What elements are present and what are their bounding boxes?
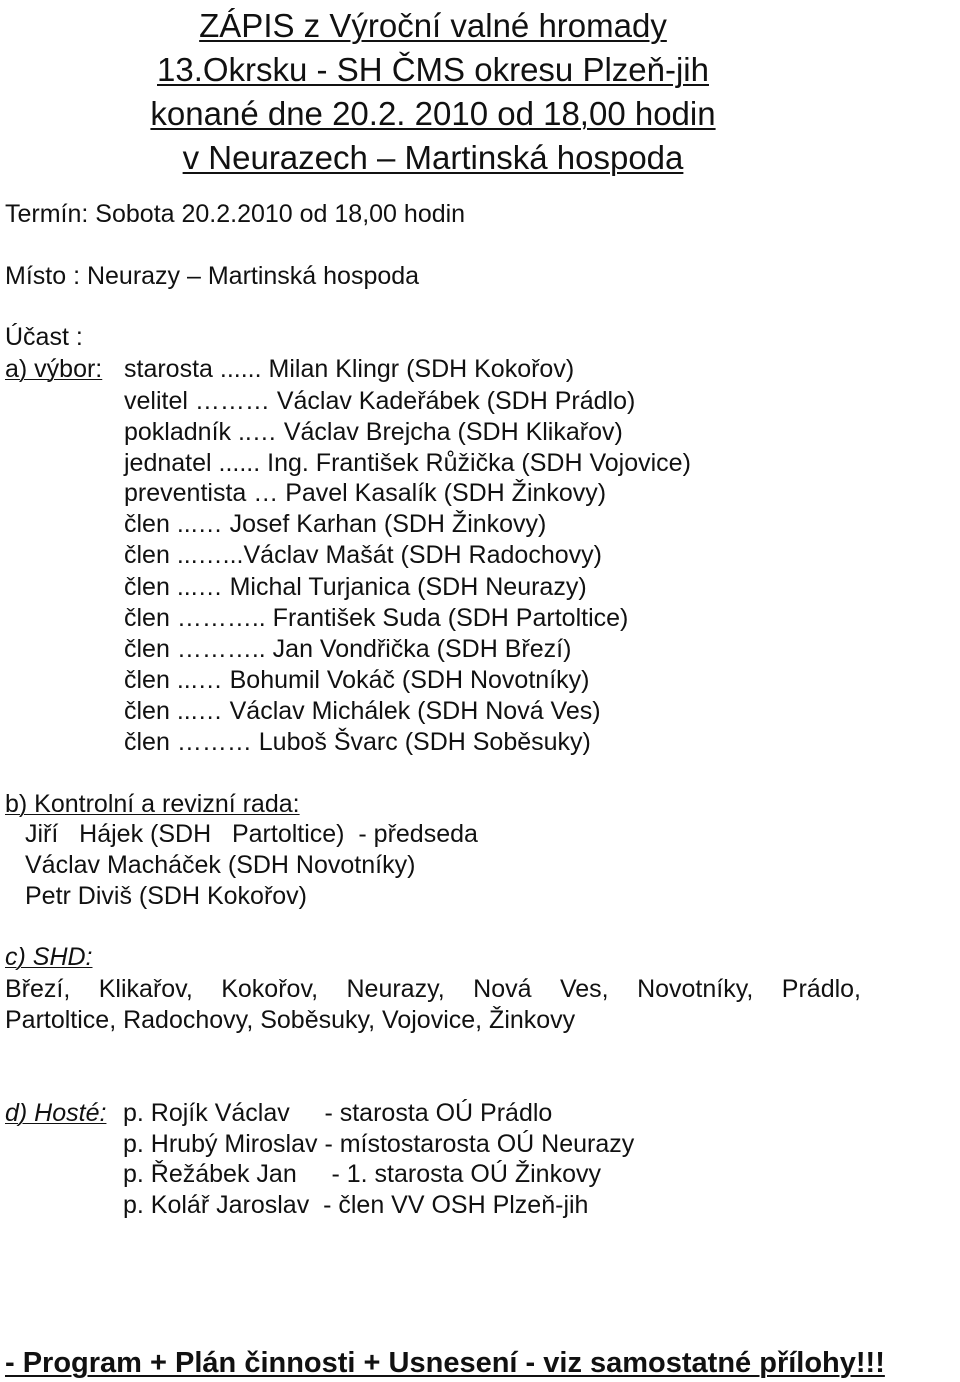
member-role: jednatel [124,449,212,477]
control-member: Václav Macháček (SDH Novotníky) [25,851,416,879]
title-line-1: ZÁPIS z Výroční valné hromady [199,7,667,44]
member-role: pokladník [124,418,232,446]
title-line-4: v Neurazech – Martinská hospoda [182,139,684,176]
member-dots: ...… [169,666,230,694]
shd-list-line-1: Březí, Klikařov, Kokořov, Neurazy, Nová Ves, Novotníky, Prádlo, [5,975,861,1003]
member-role: člen [124,604,170,632]
committee-member [124,478,606,509]
member-name: Václav Brejcha (SDH Klikařov) [283,418,623,446]
member-dots: ...... [212,355,269,383]
member-role: člen [124,510,170,538]
term-row [5,199,465,230]
shd-label: c) SHD: [5,943,93,971]
guest-item: p. Řežábek Jan - 1. starosta OÚ Žinkovy [123,1160,601,1188]
member-dots: ...… [169,573,230,601]
member-dots: ……….. [169,604,273,632]
member-role: člen [124,728,170,756]
control-member: Jiří Hájek (SDH Partoltice) - předseda [25,820,478,848]
member-dots: ...… [169,510,230,538]
member-name: Luboš Švarc (SDH Soběsuky) [258,728,591,756]
committee-member [124,354,574,385]
control-committee-label: b) Kontrolní a revizní rada: [5,790,300,818]
document-title [0,4,866,180]
committee-member [124,696,601,727]
committee-member [124,448,691,479]
term-value: Sobota 20.2.2010 od 18,00 hodin [88,200,466,228]
member-dots: ……… [169,728,259,756]
member-role: velitel [124,387,188,415]
title-line-3: konané dne 20.2. 2010 od 18,00 hodin [150,95,716,132]
member-name: Michal Turjanica (SDH Neurazy) [229,573,587,601]
committee-member [124,509,546,540]
member-role: preventista [124,479,247,507]
member-dots: ..… [231,418,284,446]
committee-member [124,386,635,417]
committee-member [124,665,589,696]
member-dots: ……… [187,387,277,415]
member-role: člen [124,573,170,601]
committee-member [124,417,623,448]
member-dots: ...... [211,449,268,477]
member-name: Václav Michálek (SDH Nová Ves) [229,697,601,725]
guests-label: d) Hosté: [5,1099,107,1127]
guest-item: p. Hrubý Miroslav - místostarosta OÚ Neurazy [123,1130,635,1158]
member-name: Milan Klingr (SDH Kokořov) [268,355,575,383]
term-label: Termín: [5,200,89,228]
member-name: Bohumil Vokáč (SDH Novotníky) [229,666,590,694]
guest-item: p. Kolář Jaroslav - člen VV OSH Plzeň-jih [123,1191,589,1219]
member-name: Pavel Kasalík (SDH Žinkovy) [285,479,607,507]
member-name: Václav Kadeřábek (SDH Prádlo) [276,387,636,415]
committee-member [124,727,591,758]
attendance-heading: Účast : [5,323,83,351]
member-dots: ...…... [169,541,244,569]
member-dots: ……….. [169,635,273,663]
member-role: člen [124,635,170,663]
member-name: František Suda (SDH Partoltice) [272,604,629,632]
attachments-note: - Program + Plán činnosti + Usnesení - viz samostatné přílohy!!! [5,1347,885,1379]
member-name: Josef Karhan (SDH Žinkovy) [229,510,547,538]
member-name: Ing. František Růžička (SDH Vojovice) [267,449,691,477]
shd-list-line-2: Partoltice, Radochovy, Soběsuky, Vojovice, Žinkovy [5,1006,576,1034]
place-value: Neurazy – Martinská hospoda [80,262,420,290]
committee-member [124,603,628,634]
member-role: člen [124,697,170,725]
committee-member [124,540,602,571]
committee-member [124,572,587,603]
committee-member [124,634,571,665]
member-role: starosta [124,355,213,383]
member-name: Václav Mašát (SDH Radochovy) [243,541,602,569]
member-name: Jan Vondřička (SDH Březí) [272,635,572,663]
member-dots: … [246,479,286,507]
guest-item: p. Rojík Václav - starosta OÚ Prádlo [123,1099,553,1127]
title-line-2: 13.Okrsku - SH ČMS okresu Plzeň-jih [157,51,709,88]
member-dots: ...… [169,697,230,725]
place-label: Místo : [5,262,81,290]
control-member: Petr Diviš (SDH Kokořov) [25,882,307,910]
member-role: člen [124,541,170,569]
committee-label: a) výbor: [5,355,103,383]
member-role: člen [124,666,170,694]
place-row [5,261,419,292]
